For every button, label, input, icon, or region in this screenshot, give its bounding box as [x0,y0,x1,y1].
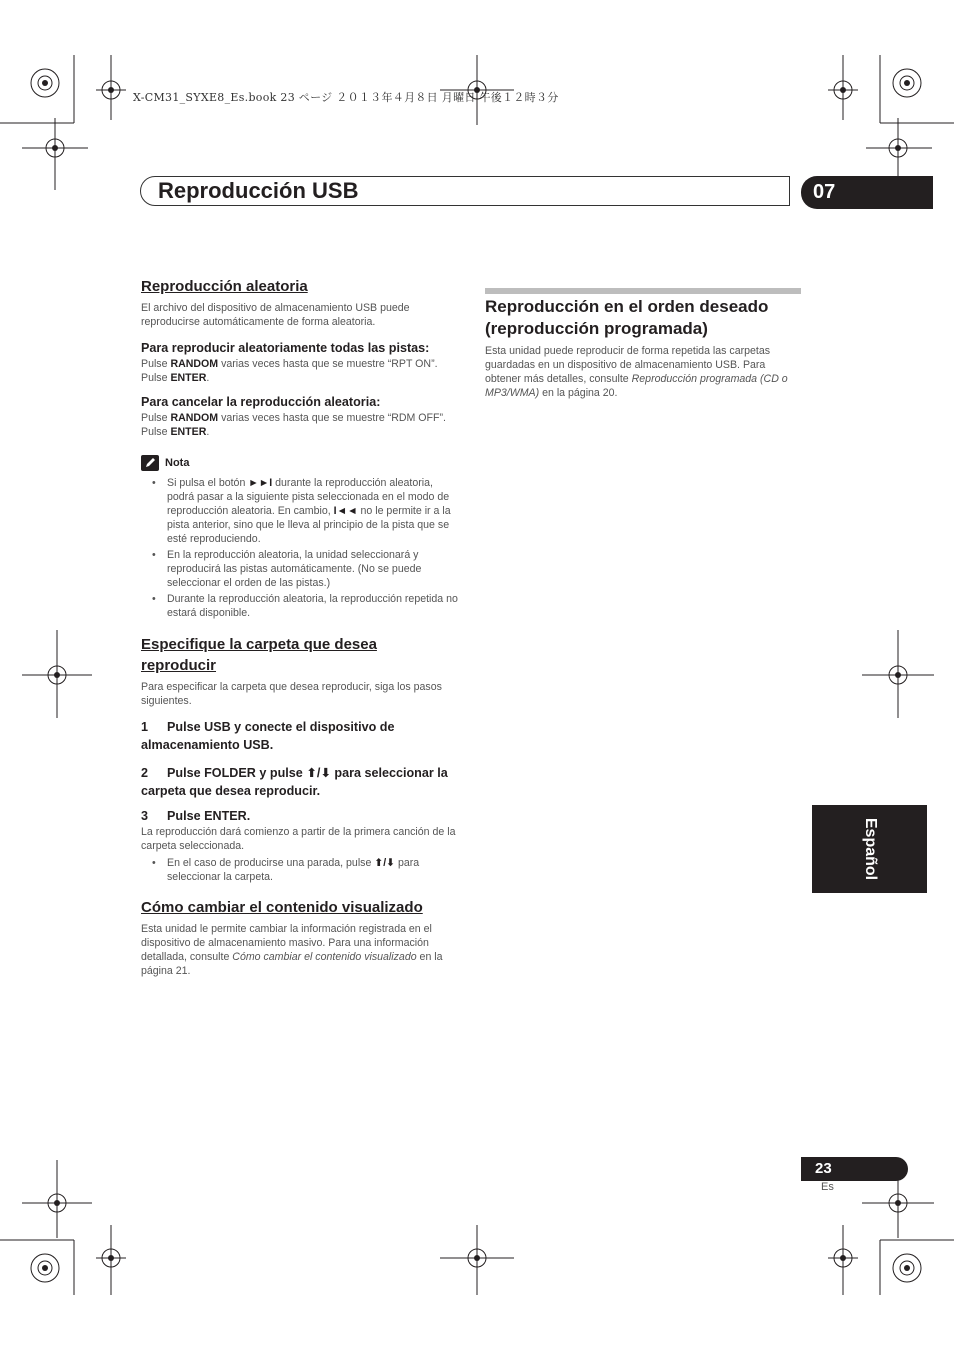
left-column [141,276,459,978]
program-text: Esta unidad puede reproducir de forma repetida las carpetas guardadas en un dispositivo de almacenamiento USB. Para obtener más detalles, consulte Reproducción programada (CD o MP3/WMA) en la página 20. [485,345,788,399]
folder-step-1: 1 Pulse USB y conecte el dispositivo de almacenamiento USB. [141,720,395,752]
program-heading: Reproducción en el orden deseado (reproducción programada) [485,297,769,338]
section-rule [485,288,801,294]
list-item: • En la reproducción aleatoria, la unidad seleccionará y reproducirá las pistas automáticamente. (No se puede seleccionar el orden de las pistas.) [152,549,422,589]
note-label: Nota [165,457,190,469]
print-info: X-CM31_SYXE8_Es.book 23 ページ ２０１３年４月８日 月曜日 午後１２時３分 [133,91,559,104]
folder-step-3-text: La reproducción dará comienzo a partir de la primera canción de la carpeta seleccionada. [141,826,456,852]
note-pencil-icon [141,455,159,471]
list-item: • Si pulsa el botón ►►I durante la reproducción aleatoria, podrá pasar a la siguiente pista seleccionada en el modo de reproducción aleatoria. En cambio, I◄◄ no le permite ir a la pista anterior, sino que le lleva al principio de la pista que se esté reproduciendo. [152,477,451,545]
previous-track-icon: I◄◄ [333,505,358,517]
up-down-arrows-icon: ⬆/⬇ [306,766,331,780]
shuffle-heading: Reproducción aleatoria [141,278,308,295]
up-down-arrows-icon: ⬆/⬇ [374,857,396,869]
shuffle-sub2-text: Pulse RANDOM varias veces hasta que se muestre “RDM OFF”. Pulse ENTER. [141,412,446,438]
page-title: Reproducción USB [158,178,359,203]
folder-intro: Para especificar la carpeta que desea reproducir, siga los pasos siguientes. [141,681,442,707]
folder-bullets [141,856,459,884]
display-text: Esta unidad le permite cambiar la información registrada en el dispositivo de almacenamiento masivo. Para una información detallada, consulte Cómo cambiar el contenido visualizado en la página 21. [141,923,443,977]
list-item: • Durante la reproducción aleatoria, la reproducción repetida no estará disponible. [152,593,458,619]
page-number: 23 [801,1157,908,1181]
shuffle-sub2: Para cancelar la reproducción aleatoria: [141,395,381,409]
chapter-number: 07 [801,176,933,209]
display-heading: Cómo cambiar el contenido visualizado [141,899,423,916]
folder-step-2: 2 Pulse FOLDER y pulse ⬆/⬇ para seleccionar la carpeta que desea reproducir. [141,766,448,798]
note-header [141,455,459,471]
folder-heading: Especifique la carpeta que desea reproducir [141,636,377,674]
shuffle-intro: El archivo del dispositivo de almacenamiento USB puede reproducirse automáticamente de forma aleatoria. [141,302,410,328]
note-list [141,476,459,620]
folder-step-3: 3 Pulse ENTER. [141,809,251,823]
next-track-icon: ►►I [248,477,273,489]
shuffle-sub1: Para reproducir aleatoriamente todas las pistas: [141,341,430,355]
page-language: Es [821,1181,834,1193]
shuffle-sub1-text: Pulse RANDOM varias veces hasta que se muestre “RPT ON”. Pulse ENTER. [141,358,438,384]
language-tab [812,805,927,893]
language-label: Español [862,817,879,881]
list-item: • En el caso de producirse una parada, pulse ⬆/⬇ para seleccionar la carpeta. [152,857,420,883]
